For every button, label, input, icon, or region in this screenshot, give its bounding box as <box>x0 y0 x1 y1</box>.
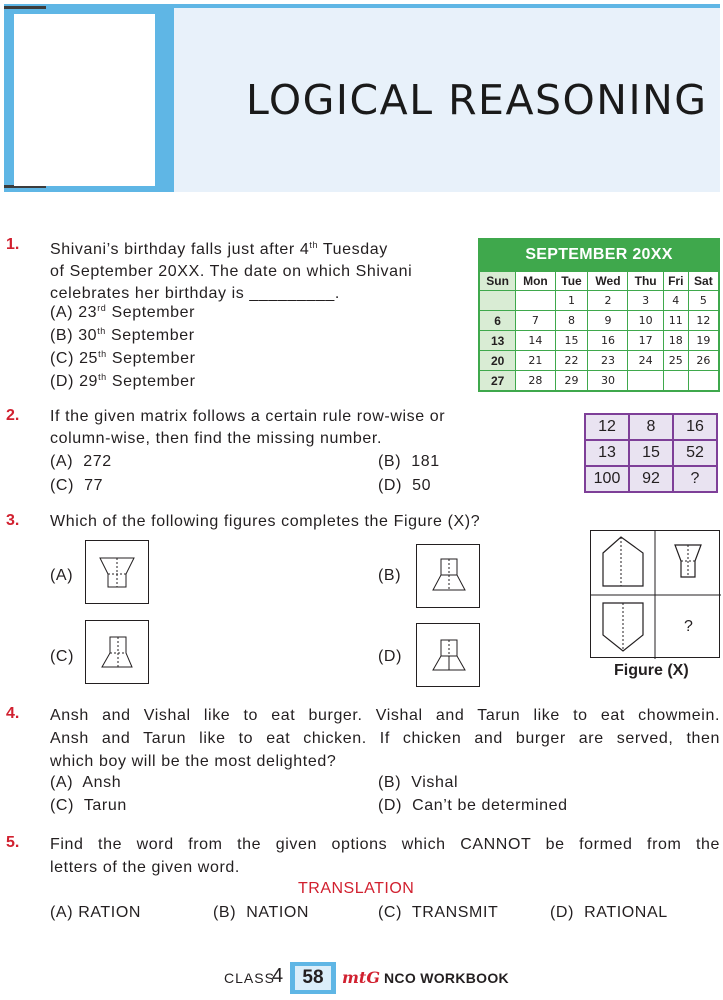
calendar-cell: 9 <box>588 311 628 331</box>
matrix-cell: 100 <box>585 466 629 492</box>
matrix-cell: 15 <box>629 440 673 466</box>
question-1-text <box>50 234 460 305</box>
calendar-cell: 7 <box>516 311 555 331</box>
calendar-cell: 21 <box>516 351 555 371</box>
question-1-line: Shivani’s birthday falls just after 4th Tuesday <box>50 240 388 258</box>
brand-logo: mtG <box>342 968 380 987</box>
option-3c-figure[interactable] <box>85 620 149 684</box>
option-3b-label[interactable]: (B) <box>378 567 402 584</box>
calendar <box>478 238 720 392</box>
header-white-block <box>14 14 155 186</box>
calendar-day-header: Sat <box>688 272 718 291</box>
question-4-line: which boy will be the most delighted? <box>50 753 337 770</box>
option-5d[interactable]: (D) RATIONAL <box>550 904 668 921</box>
option-2c[interactable]: (C) 77 <box>50 477 104 494</box>
calendar-cell: 28 <box>516 371 555 391</box>
question-2-line: column-wise, then find the missing number. <box>50 430 383 447</box>
calendar-cell: 25 <box>663 351 688 371</box>
option-1b[interactable]: (B) 30th September <box>50 326 195 344</box>
matrix-cell: 16 <box>673 414 717 440</box>
calendar-cell: 29 <box>555 371 588 391</box>
calendar-cell: 2 <box>588 291 628 311</box>
calendar-day-header: Tue <box>555 272 588 291</box>
matrix-cell: 52 <box>673 440 717 466</box>
calendar-day-header: Mon <box>516 272 555 291</box>
option-2d[interactable]: (D) 50 <box>378 477 432 494</box>
figure-x-missing: ? <box>684 618 694 635</box>
option-4b[interactable]: (B) Vishal <box>378 774 459 791</box>
option-2b[interactable]: (B) 181 <box>378 453 440 470</box>
page-number: 58 <box>295 966 331 990</box>
calendar-cell: 12 <box>688 311 718 331</box>
option-1d[interactable]: (D) 29th September <box>50 372 196 390</box>
question-number: 2. <box>6 407 20 424</box>
question-number: 1. <box>6 236 20 253</box>
matrix-cell: 8 <box>629 414 673 440</box>
question-5-line: Find the word from the given options which CANNOT be formed from the <box>50 836 720 853</box>
calendar-cell: 27 <box>480 371 516 391</box>
calendar-title: SEPTEMBER 20XX <box>525 246 673 263</box>
option-5b[interactable]: (B) NATION <box>213 904 310 921</box>
matrix-cell: 13 <box>585 440 629 466</box>
question-3-text: Which of the following figures completes the Figure (X)? <box>50 513 481 530</box>
option-1a[interactable]: (A) 23rd September <box>50 303 196 321</box>
calendar-cell <box>688 371 718 391</box>
calendar-day-header: Fri <box>663 272 688 291</box>
calendar-cell <box>516 291 555 311</box>
calendar-cell: 16 <box>588 331 628 351</box>
calendar-cell: 18 <box>663 331 688 351</box>
calendar-cell <box>480 291 516 311</box>
option-1c[interactable]: (C) 25th September <box>50 349 196 367</box>
calendar-cell: 14 <box>516 331 555 351</box>
option-2a[interactable]: (A) 272 <box>50 453 112 470</box>
question-1-line: of September 20XX. The date on which Shivani <box>50 263 413 280</box>
figure-shape <box>86 541 150 605</box>
calendar-cell: 8 <box>555 311 588 331</box>
figure-x-grid <box>591 531 721 659</box>
calendar-cell: 13 <box>480 331 516 351</box>
calendar-cell: 22 <box>555 351 588 371</box>
calendar-day-header: Thu <box>628 272 663 291</box>
question-1-line: celebrates her birthday is _________. <box>50 285 340 302</box>
number-matrix <box>584 413 718 493</box>
header-accent-line <box>4 6 46 9</box>
calendar-cell: 3 <box>628 291 663 311</box>
calendar-cell: 4 <box>663 291 688 311</box>
question-2-line: If the given matrix follows a certain rule row-wise or <box>50 408 446 425</box>
question-4-line: Ansh and Tarun like to eat chicken. If chicken and burger are served, then <box>50 730 720 747</box>
calendar-cell: 6 <box>480 311 516 331</box>
option-4a[interactable]: (A) Ansh <box>50 774 122 791</box>
question-number: 4. <box>6 705 20 722</box>
figure-x-label: Figure (X) <box>614 662 689 679</box>
figure-shape <box>417 545 481 609</box>
option-5a[interactable]: (A) RATION <box>50 904 142 921</box>
calendar-cell: 23 <box>588 351 628 371</box>
calendar-cell: 24 <box>628 351 663 371</box>
page-number-box <box>290 962 336 994</box>
figure-shape <box>86 621 150 685</box>
calendar-cell: 1 <box>555 291 588 311</box>
calendar-cell: 15 <box>555 331 588 351</box>
figure-x <box>590 530 720 658</box>
figure-shape <box>417 624 481 688</box>
calendar-day-header: Wed <box>588 272 628 291</box>
question-4-line: Ansh and Vishal like to eat burger. Vishal and Tarun like to eat chowmein. <box>50 707 720 724</box>
option-3a-label[interactable]: (A) <box>50 567 74 584</box>
calendar-cell: 26 <box>688 351 718 371</box>
calendar-cell <box>663 371 688 391</box>
footer-class-number: 4 <box>272 965 284 987</box>
question-5-text <box>50 833 720 879</box>
matrix-cell: ? <box>673 466 717 492</box>
footer-workbook-label: NCO WORKBOOK <box>384 970 509 986</box>
question-2-text <box>50 406 536 450</box>
calendar-day-header: Sun <box>480 272 516 291</box>
option-3c-label[interactable]: (C) <box>50 648 75 665</box>
calendar-cell: 11 <box>663 311 688 331</box>
option-5c[interactable]: (C) TRANSMIT <box>378 904 499 921</box>
calendar-cell: 17 <box>628 331 663 351</box>
calendar-cell: 30 <box>588 371 628 391</box>
question-number: 3. <box>6 512 20 529</box>
matrix-cell: 92 <box>629 466 673 492</box>
option-3d-label[interactable]: (D) <box>378 648 403 665</box>
footer-class-label: CLASS <box>224 970 275 986</box>
question-4-text <box>50 704 720 773</box>
calendar-cell: 20 <box>480 351 516 371</box>
calendar-grid <box>479 271 719 391</box>
calendar-cell: 19 <box>688 331 718 351</box>
page-title: LOGICAL REASONING <box>246 76 708 124</box>
matrix-cell: 12 <box>585 414 629 440</box>
option-4c[interactable]: (C) Tarun <box>50 797 127 814</box>
question-number: 5. <box>6 834 20 851</box>
calendar-cell <box>628 371 663 391</box>
option-3d-figure[interactable] <box>416 623 480 687</box>
option-4d[interactable]: (D) Can’t be determined <box>378 797 568 814</box>
option-3a-figure[interactable] <box>85 540 149 604</box>
calendar-cell: 5 <box>688 291 718 311</box>
option-3b-figure[interactable] <box>416 544 480 608</box>
calendar-cell: 10 <box>628 311 663 331</box>
given-word: TRANSLATION <box>298 880 415 897</box>
question-5-line: letters of the given word. <box>50 859 240 876</box>
